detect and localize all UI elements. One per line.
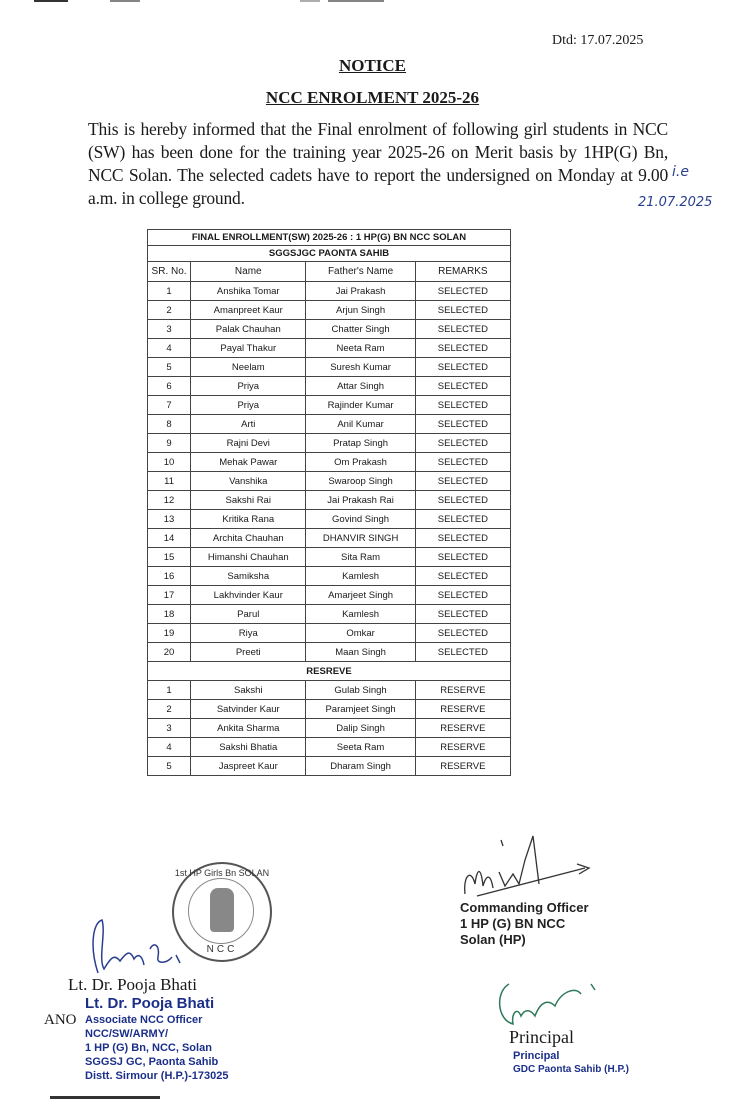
cell-remarks: RESERVE	[415, 681, 510, 700]
cell-sr: 4	[148, 738, 191, 757]
cell-sr: 18	[148, 605, 191, 624]
seal-bottom-text: NCC	[206, 944, 238, 955]
cell-remarks: SELECTED	[415, 586, 510, 605]
cell-name: Mehak Pawar	[191, 453, 306, 472]
cell-remarks: SELECTED	[415, 358, 510, 377]
cell-name: Payal Thakur	[191, 339, 306, 358]
seal-top-text: 1st HP Girls Bn SOLAN	[174, 868, 270, 878]
ano-stamp-name: Lt. Dr. Pooja Bhati	[85, 995, 215, 1012]
co-location: Solan (HP)	[460, 932, 526, 947]
cell-remarks: SELECTED	[415, 624, 510, 643]
cell-name: Palak Chauhan	[191, 320, 306, 339]
cell-name: Himanshi Chauhan	[191, 548, 306, 567]
cell-father: DHANVIR SINGH	[306, 529, 415, 548]
reserve-row	[148, 738, 511, 757]
co-title: Commanding Officer	[460, 900, 589, 915]
cell-sr: 8	[148, 415, 191, 434]
cell-father: Amarjeet Singh	[306, 586, 415, 605]
cell-name: Rajni Devi	[191, 434, 306, 453]
selected-row	[148, 491, 511, 510]
cell-remarks: RESERVE	[415, 719, 510, 738]
cell-name: Priya	[191, 377, 306, 396]
cell-father: Sita Ram	[306, 548, 415, 567]
cell-remarks: SELECTED	[415, 301, 510, 320]
cell-sr: 12	[148, 491, 191, 510]
cell-father: Kamlesh	[306, 567, 415, 586]
cell-name: Sakshi Bhatia	[191, 738, 306, 757]
cell-father: Dharam Singh	[306, 757, 415, 776]
cell-name: Samiksha	[191, 567, 306, 586]
cell-father: Omkar	[306, 624, 415, 643]
cell-remarks: SELECTED	[415, 605, 510, 624]
cell-father: Govind Singh	[306, 510, 415, 529]
principal-typed: Principal	[509, 1027, 574, 1047]
cell-name: Anshika Tomar	[191, 282, 306, 301]
cell-sr: 6	[148, 377, 191, 396]
selected-row	[148, 529, 511, 548]
scan-edge-marks	[0, 0, 745, 4]
table-subtitle: SGGSJGC PAONTA SAHIB	[148, 246, 511, 262]
cell-remarks: SELECTED	[415, 548, 510, 567]
col-header-sr: SR. No.	[148, 262, 191, 282]
cell-sr: 5	[148, 757, 191, 776]
selected-row	[148, 605, 511, 624]
cell-remarks: SELECTED	[415, 415, 510, 434]
reserve-row	[148, 681, 511, 700]
ano-typed-title: ANO	[44, 1012, 77, 1028]
cell-remarks: RESERVE	[415, 700, 510, 719]
cell-remarks: SELECTED	[415, 282, 510, 301]
principal-stamp-line: GDC Paonta Sahib (H.P.)	[513, 1064, 629, 1075]
ano-stamp-line: NCC/SW/ARMY/	[85, 1028, 169, 1040]
cell-sr: 20	[148, 643, 191, 662]
cell-remarks: SELECTED	[415, 529, 510, 548]
cell-name: Parul	[191, 605, 306, 624]
selected-row	[148, 643, 511, 662]
ano-stamp-line: 1 HP (G) Bn, NCC, Solan	[85, 1042, 212, 1054]
cell-remarks: SELECTED	[415, 320, 510, 339]
selected-row	[148, 415, 511, 434]
col-header-name: Name	[191, 262, 306, 282]
cell-father: Seeta Ram	[306, 738, 415, 757]
cell-sr: 15	[148, 548, 191, 567]
cell-father: Pratap Singh	[306, 434, 415, 453]
reserve-heading: RESREVE	[148, 662, 511, 681]
cell-father: Chatter Singh	[306, 320, 415, 339]
selected-row	[148, 567, 511, 586]
selected-row	[148, 586, 511, 605]
cell-sr: 7	[148, 396, 191, 415]
selected-row	[148, 472, 511, 491]
cell-remarks: RESERVE	[415, 757, 510, 776]
cell-remarks: SELECTED	[415, 396, 510, 415]
cell-name: Priya	[191, 396, 306, 415]
reserve-heading-row	[148, 662, 511, 681]
cell-father: Arjun Singh	[306, 301, 415, 320]
notice-date: Dtd: 17.07.2025	[552, 33, 644, 48]
selected-row	[148, 510, 511, 529]
cell-sr: 16	[148, 567, 191, 586]
co-signature	[455, 830, 595, 898]
table-title: FINAL ENROLLMENT(SW) 2025-26 : 1 HP(G) BN NCC SOLAN	[148, 230, 511, 246]
cell-father: Rajinder Kumar	[306, 396, 415, 415]
cell-name: Sakshi Rai	[191, 491, 306, 510]
selected-row	[148, 624, 511, 643]
cell-remarks: SELECTED	[415, 491, 510, 510]
cell-father: Jai Prakash	[306, 282, 415, 301]
cell-father: Om Prakash	[306, 453, 415, 472]
cell-father: Gulab Singh	[306, 681, 415, 700]
cell-name: Preeti	[191, 643, 306, 662]
principal-stamp-line: Principal	[513, 1050, 560, 1062]
cell-sr: 14	[148, 529, 191, 548]
ano-typed-name: Lt. Dr. Pooja Bhati	[68, 975, 197, 994]
cell-name: Neelam	[191, 358, 306, 377]
cell-remarks: RESERVE	[415, 738, 510, 757]
cell-remarks: SELECTED	[415, 434, 510, 453]
cell-sr: 1	[148, 282, 191, 301]
cell-name: Lakhvinder Kaur	[191, 586, 306, 605]
col-header-father: Father's Name	[306, 262, 415, 282]
cell-father: Dalip Singh	[306, 719, 415, 738]
reserve-row	[148, 757, 511, 776]
cell-name: Riya	[191, 624, 306, 643]
cell-name: Kritika Rana	[191, 510, 306, 529]
selected-row	[148, 358, 511, 377]
cell-name: Jaspreet Kaur	[191, 757, 306, 776]
cell-remarks: SELECTED	[415, 453, 510, 472]
cell-sr: 4	[148, 339, 191, 358]
cell-father: Swaroop Singh	[306, 472, 415, 491]
ano-stamp-line: SGGSJ GC, Paonta Sahib	[85, 1056, 219, 1068]
cell-father: Anil Kumar	[306, 415, 415, 434]
cell-name: Arti	[191, 415, 306, 434]
selected-row	[148, 339, 511, 358]
enrollment-table	[147, 229, 511, 776]
cell-remarks: SELECTED	[415, 377, 510, 396]
scan-edge-mark	[50, 1096, 160, 1099]
national-emblem-icon	[210, 888, 234, 932]
cell-name: Sakshi	[191, 681, 306, 700]
selected-row	[148, 453, 511, 472]
cell-father: Attar Singh	[306, 377, 415, 396]
handwritten-date: 21.07.2025	[638, 195, 713, 210]
handwritten-ie: i.e	[672, 164, 689, 180]
cell-sr: 2	[148, 700, 191, 719]
cell-sr: 19	[148, 624, 191, 643]
cell-name: Archita Chauhan	[191, 529, 306, 548]
selected-row	[148, 434, 511, 453]
cell-father: Suresh Kumar	[306, 358, 415, 377]
notice-body: This is hereby informed that the Final enrolment of following girl students in NCC (SW) has been done for the training year 2025-26 on Merit basis by 1HP(G) Bn, NCC Solan. The selected cadets have to report the undersigned on Monday at 9.00 a.m. in college ground.	[88, 119, 668, 208]
cell-sr: 9	[148, 434, 191, 453]
cell-name: Amanpreet Kaur	[191, 301, 306, 320]
ano-stamp-line: Associate NCC Officer	[85, 1014, 203, 1026]
cell-sr: 2	[148, 301, 191, 320]
notice-subtitle: NCC ENROLMENT 2025-26	[265, 88, 480, 107]
cell-sr: 1	[148, 681, 191, 700]
co-unit: 1 HP (G) BN NCC	[460, 916, 566, 931]
cell-father: Paramjeet Singh	[306, 700, 415, 719]
cell-father: Neeta Ram	[306, 339, 415, 358]
cell-sr: 3	[148, 320, 191, 339]
reserve-row	[148, 719, 511, 738]
reserve-row	[148, 700, 511, 719]
cell-sr: 11	[148, 472, 191, 491]
cell-remarks: SELECTED	[415, 643, 510, 662]
cell-sr: 5	[148, 358, 191, 377]
selected-row	[148, 548, 511, 567]
cell-father: Kamlesh	[306, 605, 415, 624]
cell-name: Satvinder Kaur	[191, 700, 306, 719]
cell-sr: 10	[148, 453, 191, 472]
cell-sr: 3	[148, 719, 191, 738]
ano-stamp-line: Distt. Sirmour (H.P.)-173025	[85, 1070, 229, 1082]
cell-name: Ankita Sharma	[191, 719, 306, 738]
table-header-row	[148, 262, 511, 282]
selected-row	[148, 377, 511, 396]
cell-father: Maan Singh	[306, 643, 415, 662]
principal-signature	[495, 978, 615, 1028]
cell-remarks: SELECTED	[415, 472, 510, 491]
notice-title: NOTICE	[338, 56, 407, 75]
cell-name: Vanshika	[191, 472, 306, 491]
selected-row	[148, 396, 511, 415]
cell-sr: 17	[148, 586, 191, 605]
col-header-remarks: REMARKS	[415, 262, 510, 282]
cell-remarks: SELECTED	[415, 510, 510, 529]
selected-row	[148, 301, 511, 320]
cell-sr: 13	[148, 510, 191, 529]
cell-father: Jai Prakash Rai	[306, 491, 415, 510]
cell-remarks: SELECTED	[415, 339, 510, 358]
selected-row	[148, 282, 511, 301]
selected-row	[148, 320, 511, 339]
ano-signature	[80, 915, 190, 975]
cell-remarks: SELECTED	[415, 567, 510, 586]
